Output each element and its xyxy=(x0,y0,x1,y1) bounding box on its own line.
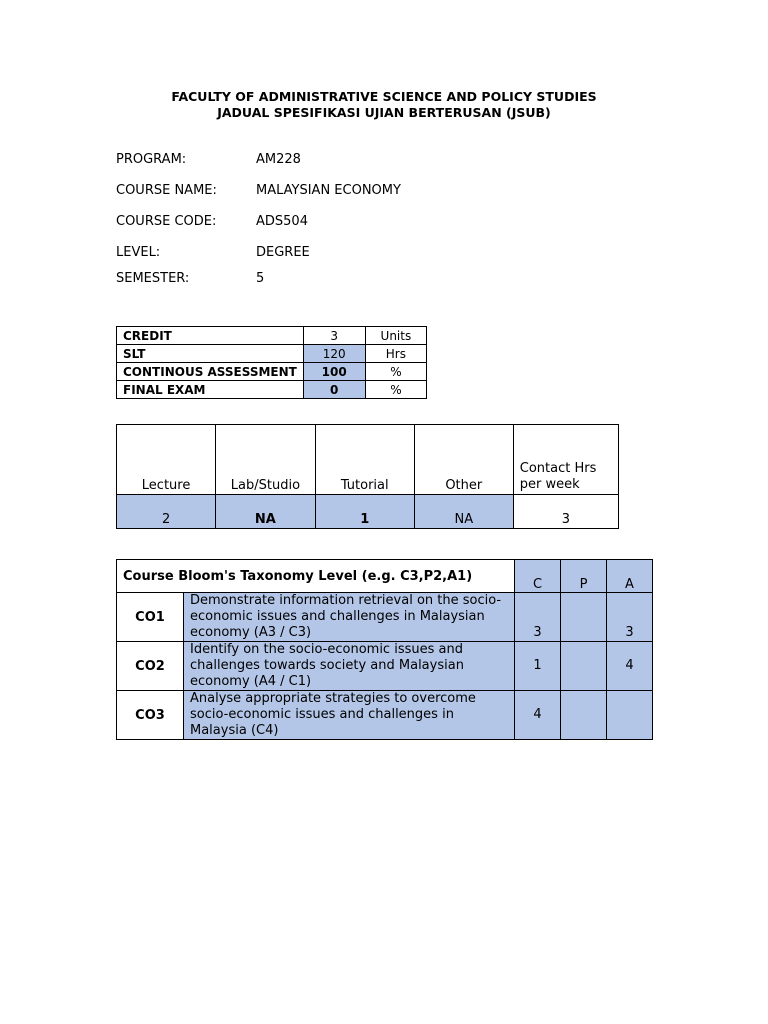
faculty-title: FACULTY OF ADMINISTRATIVE SCIENCE AND POLICY STUDIES xyxy=(171,89,597,104)
credit-value: 3 xyxy=(303,327,365,345)
co2-description: Identify on the socio-economic issues and challenges towards society and Malaysian economy (A4 / C1) xyxy=(184,642,515,691)
lab-studio-value: NA xyxy=(216,495,316,529)
other-header: Other xyxy=(414,425,513,495)
table-row xyxy=(117,345,427,363)
course-code-label: COURSE CODE: xyxy=(116,214,217,229)
table-row xyxy=(117,363,427,381)
jsub-title: JADUAL SPESIFIKASI UJIAN BERTERUSAN (JSUB) xyxy=(217,105,551,120)
co2-code: CO2 xyxy=(117,642,184,691)
slt-value: 120 xyxy=(303,345,365,363)
co3-a-score xyxy=(607,691,653,740)
course-code-value: ADS504 xyxy=(256,214,308,229)
tutorial-value: 1 xyxy=(315,495,414,529)
co2-a-score: 4 xyxy=(607,642,653,691)
credit-table xyxy=(116,326,427,399)
table-row xyxy=(117,642,653,691)
co1-description: Demonstrate information retrieval on the socio-economic issues and challenges in Malaysian economy (A3 / C3) xyxy=(184,593,515,642)
course-name-label: COURSE NAME: xyxy=(116,183,217,198)
co3-p-score xyxy=(561,691,607,740)
course-outcome-table xyxy=(116,559,653,740)
other-value: NA xyxy=(414,495,513,529)
lecture-header: Lecture xyxy=(117,425,216,495)
course-name-value: MALAYSIAN ECONOMY xyxy=(256,183,401,198)
co1-p-score xyxy=(561,593,607,642)
final-exam-value: 0 xyxy=(303,381,365,399)
table-row xyxy=(117,593,653,642)
table-row xyxy=(117,691,653,740)
blooms-taxonomy-title: Course Bloom's Taxonomy Level (e.g. C3,P2,A1) xyxy=(117,560,515,593)
co1-a-score: 3 xyxy=(607,593,653,642)
p-header: P xyxy=(561,560,607,593)
table-header-row xyxy=(117,425,619,495)
tutorial-header: Tutorial xyxy=(315,425,414,495)
table-header-row xyxy=(117,560,653,593)
assessment-value: 100 xyxy=(303,363,365,381)
semester-label: SEMESTER: xyxy=(116,271,190,286)
assessment-unit: % xyxy=(365,363,426,381)
lecture-value: 2 xyxy=(117,495,216,529)
program-value: AM228 xyxy=(256,152,301,167)
table-row xyxy=(117,495,619,529)
lab-studio-header: Lab/Studio xyxy=(216,425,316,495)
a-header: A xyxy=(607,560,653,593)
co3-code: CO3 xyxy=(117,691,184,740)
co3-c-score: 4 xyxy=(515,691,561,740)
slt-unit: Hrs xyxy=(365,345,426,363)
co2-p-score xyxy=(561,642,607,691)
contact-hrs-header: Contact Hrs per week xyxy=(513,425,618,495)
co1-c-score: 3 xyxy=(515,593,561,642)
assessment-label: CONTINOUS ASSESSMENT xyxy=(117,363,304,381)
credit-label: CREDIT xyxy=(117,327,304,345)
level-label: LEVEL: xyxy=(116,245,161,260)
semester-value: 5 xyxy=(256,271,265,286)
contact-hours-table xyxy=(116,424,619,529)
final-exam-unit: % xyxy=(365,381,426,399)
slt-label: SLT xyxy=(117,345,304,363)
c-header: C xyxy=(515,560,561,593)
credit-unit: Units xyxy=(365,327,426,345)
table-row xyxy=(117,381,427,399)
co2-c-score: 1 xyxy=(515,642,561,691)
table-row xyxy=(117,327,427,345)
program-label: PROGRAM: xyxy=(116,152,187,167)
co1-code: CO1 xyxy=(117,593,184,642)
contact-hrs-value: 3 xyxy=(513,495,618,529)
final-exam-label: FINAL EXAM xyxy=(117,381,304,399)
co3-description: Analyse appropriate strategies to overcome socio-economic issues and challenges in Malaysia (C4) xyxy=(184,691,515,740)
level-value: DEGREE xyxy=(256,245,310,260)
